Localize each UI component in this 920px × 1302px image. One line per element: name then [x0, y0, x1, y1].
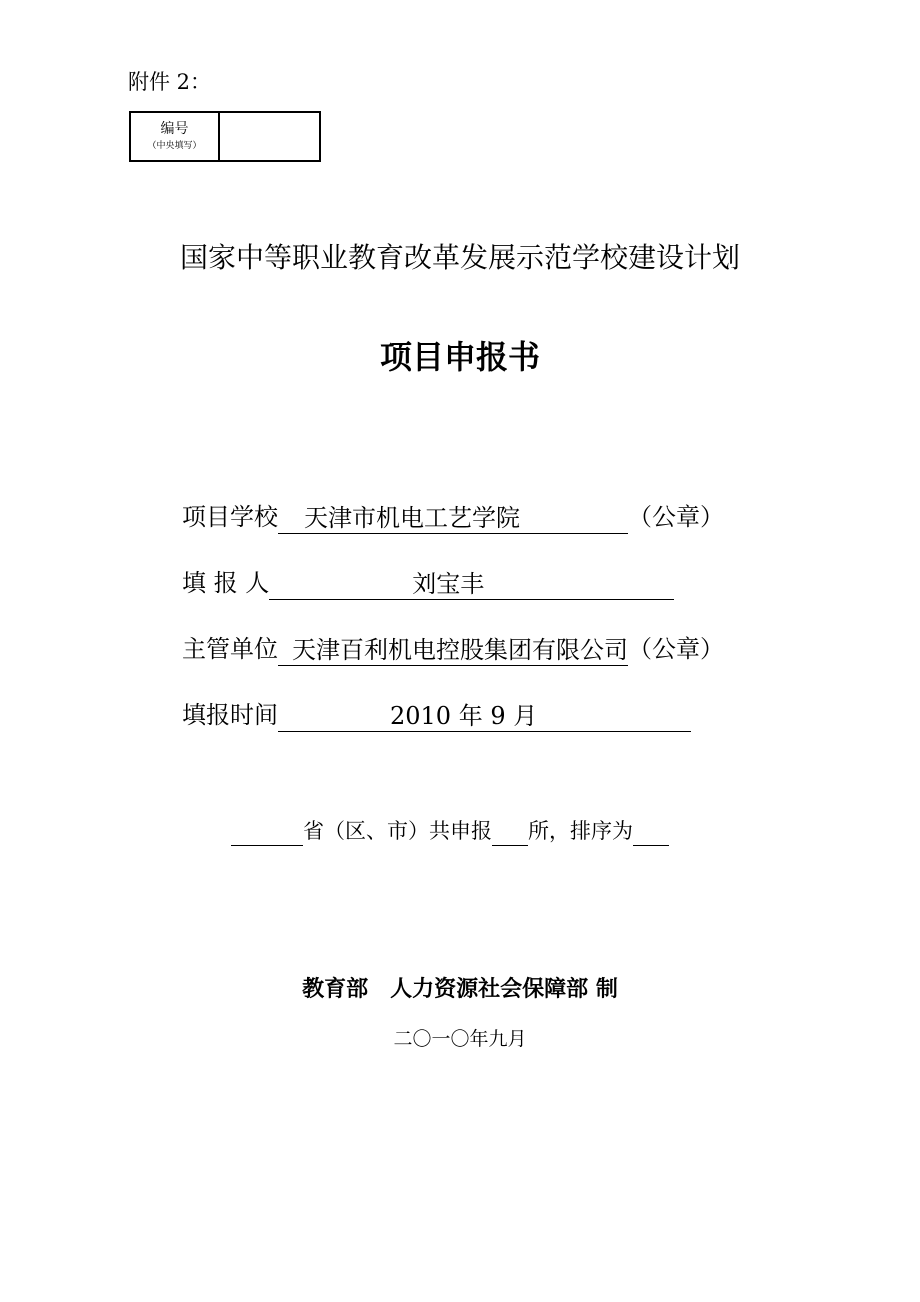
province-blank-field[interactable] — [231, 819, 303, 846]
supervisor-field[interactable] — [278, 635, 628, 666]
attachment-label: 附件 2： — [128, 70, 212, 94]
issuer-line: 教育部 人力资源社会保障部 制 — [302, 977, 618, 1002]
application-count-line — [231, 816, 669, 846]
document-subtitle: 项目申报书 — [379, 338, 540, 376]
date-value: 2010 年 9 月 — [390, 702, 538, 730]
issue-date: 二〇一〇年九月 — [393, 1028, 527, 1050]
filler-label: 填 报 人 — [182, 569, 270, 597]
rank-blank-field[interactable] — [633, 819, 669, 846]
form-row-supervisor — [182, 632, 724, 666]
serial-label-cell — [131, 113, 220, 160]
filler-value: 刘宝丰 — [412, 570, 485, 598]
serial-value-field[interactable] — [220, 113, 319, 160]
count-blank-field[interactable] — [492, 819, 528, 846]
date-label: 填报时间 — [182, 701, 278, 729]
serial-note: （中央填写） — [147, 141, 202, 151]
form-row-school — [182, 500, 724, 534]
school-seal-suffix: （公章） — [628, 503, 724, 531]
document-title: 国家中等职业教育改革发展示范学校建设计划 — [179, 241, 740, 274]
school-value: 天津市机电工艺学院 — [304, 504, 520, 532]
form-row-date — [182, 698, 691, 732]
supervisor-value: 天津百利机电控股集团有限公司 — [292, 636, 628, 664]
form-row-filler — [182, 566, 674, 600]
serial-number-box — [129, 111, 321, 162]
date-field[interactable] — [278, 701, 691, 732]
filler-field[interactable] — [269, 569, 674, 600]
serial-label: 编号 — [160, 121, 189, 137]
school-label: 项目学校 — [182, 503, 278, 531]
count-suffix-text: 所，排序为 — [528, 819, 633, 843]
school-field[interactable] — [278, 503, 628, 534]
supervisor-seal-suffix: （公章） — [628, 635, 724, 663]
province-text: 省（区、市）共申报 — [303, 819, 492, 843]
supervisor-label: 主管单位 — [182, 635, 278, 663]
